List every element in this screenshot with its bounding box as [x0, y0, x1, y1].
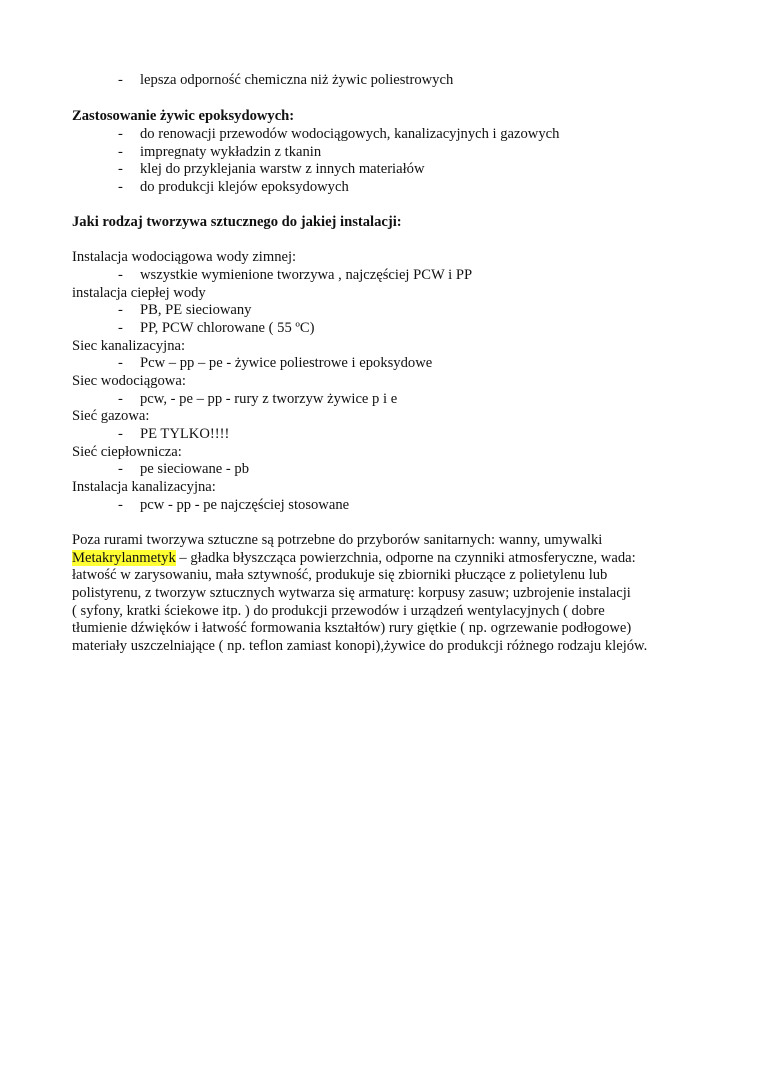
- group-label: Siec kanalizacyjna:: [72, 338, 186, 354]
- group-label: Sieć ciepłownicza:: [72, 444, 182, 460]
- list-item: [118, 461, 249, 479]
- section-heading-types: Jaki rodzaj tworzywa sztucznego do jakiej instalacji:: [72, 214, 402, 230]
- group-label: Siec wodociągowa:: [72, 373, 186, 389]
- list-item-text: do produkcji klejów epoksydowych: [140, 179, 349, 195]
- bullet-dash: -: [118, 267, 123, 283]
- list-item-text: PP, PCW chlorowane ( 55 ºC): [140, 320, 315, 336]
- bullet-dash: -: [118, 161, 123, 177]
- group-label: Instalacja kanalizacyjna:: [72, 479, 216, 495]
- list-item-text: PB, PE sieciowany: [140, 302, 252, 318]
- list-item: [118, 320, 315, 338]
- list-item: [118, 144, 321, 162]
- list-item-text: impregnaty wykładzin z tkanin: [140, 144, 322, 160]
- list-item: [118, 426, 229, 444]
- group-label: Sieć gazowa:: [72, 408, 150, 424]
- list-item: [118, 179, 349, 197]
- bullet-dash: -: [118, 179, 123, 195]
- section-heading-epoxy: Zastosowanie żywic epoksydowych:: [72, 108, 295, 124]
- list-item-text: Pcw – pp – pe - żywice poliestrowe i epoksydowe: [140, 355, 433, 371]
- bullet-dash: -: [118, 497, 123, 513]
- list-item-text: pcw - pp - pe najczęściej stosowane: [140, 497, 350, 513]
- bullet-dash: -: [118, 461, 123, 477]
- bullet-dash: -: [118, 72, 123, 88]
- list-item-text: lepsza odporność chemiczna niż żywic poliestrowych: [140, 72, 454, 88]
- paragraph-line: materiały uszczelniające ( np. teflon zamiast konopi),żywice do produkcji różnego rodzaju klejów.: [72, 638, 648, 654]
- list-item: [118, 302, 251, 320]
- paragraph-line: łatwość w zarysowaniu, mała sztywność, produkuje się zbiorniki płuczące z polietylenu lub: [72, 567, 608, 583]
- list-item-text: klej do przyklejania warstw z innych materiałów: [140, 161, 425, 177]
- bullet-dash: -: [118, 302, 123, 318]
- group-label: instalacja ciepłej wody: [72, 285, 206, 301]
- bullet-dash: -: [118, 320, 123, 336]
- bullet-dash: -: [118, 355, 123, 371]
- paragraph-line: ( syfony, kratki ściekowe itp. ) do produkcji przewodów i urządzeń wentylacyjnych ( dobre: [72, 603, 605, 619]
- paragraph-line: tłumienie dźwięków i łatwość formowania kształtów) rury giętkie ( np. ogrzewanie podłogowe): [72, 620, 632, 636]
- bullet-dash: -: [118, 391, 123, 407]
- bullet-dash: -: [118, 144, 123, 160]
- list-item-text: do renowacji przewodów wodociągowych, kanalizacyjnych i gazowych: [140, 126, 560, 142]
- paragraph-line: Poza rurami tworzywa sztuczne są potrzebne do przyborów sanitarnych: wanny, umywalki: [72, 532, 603, 548]
- list-item-text: wszystkie wymienione tworzywa , najczęściej PCW i PP: [140, 267, 473, 283]
- paragraph-line: polistyrenu, z tworzyw sztucznych wytwarza się armaturę: korpusy zasuw; uzbrojenie instalacji: [72, 585, 631, 601]
- list-item: [118, 72, 453, 90]
- list-item: [118, 355, 432, 373]
- list-item: [118, 497, 349, 515]
- bullet-dash: -: [118, 126, 123, 142]
- list-item-text: pcw, - pe – pp - rury z tworzyw żywice p i e: [140, 391, 398, 407]
- bullet-dash: -: [118, 426, 123, 442]
- list-item-text: pe sieciowane - pb: [140, 461, 250, 477]
- list-item: [118, 267, 472, 285]
- list-item-text: PE TYLKO!!!!: [140, 426, 230, 442]
- group-label: Instalacja wodociągowa wody zimnej:: [72, 249, 297, 265]
- highlighted-term: Metakrylanmetyk: [72, 550, 176, 566]
- paragraph-line: [72, 550, 636, 568]
- paragraph-text: – gładka błyszcząca powierzchnia, odporne na czynniki atmosferyczne, wada:: [175, 550, 636, 566]
- list-item: [118, 126, 559, 144]
- list-item: [118, 391, 397, 409]
- list-item: [118, 161, 424, 179]
